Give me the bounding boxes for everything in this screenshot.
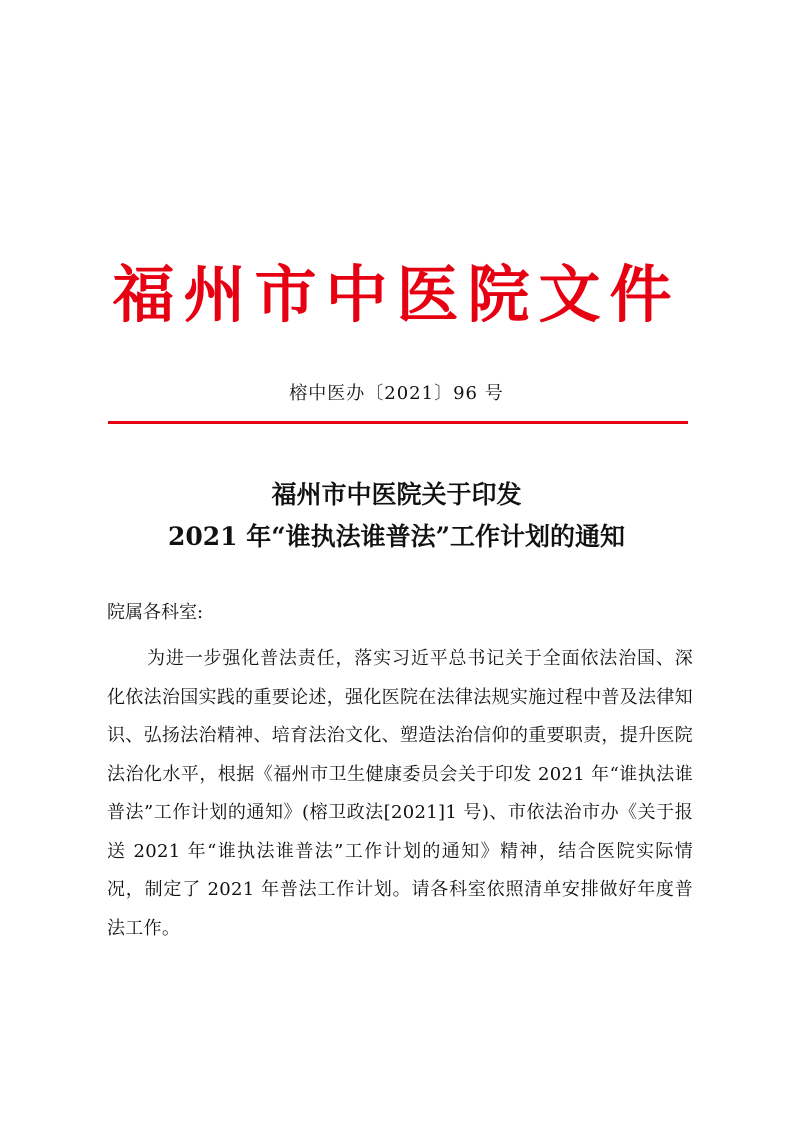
body-paragraph: 为进一步强化普法责任，落实习近平总书记关于全面依法治国、深化依法治国实践的重要论述，强化医院在法律法规实施过程中普及法律知识、弘扬法治精神、培育法治文化、塑造法治信仰的重要职责，提升医院法治化水平，根据《福州市卫生健康委员会关于印发 2021 年“谁执法谁普法”工作计划的通知》(榕卫政法[2021]1 号)、市依法治市办《关于报送 2021 年“谁执法谁普法”工作计划的通知》精神，结合医院实际情况，制定了 2021 年普法工作计划。请各科室依照清单安排做好年度普法工作。 (107, 648, 693, 939)
document-number: 榕中医办〔2021〕96 号 (289, 383, 504, 404)
red-divider-line (108, 421, 688, 424)
document-title (0, 474, 793, 558)
org-masthead: 福州市中医院文件 (112, 258, 681, 331)
title-line-1: 福州市中医院关于印发 (271, 480, 522, 509)
title-line-2: 2021 年“谁执法谁普法”工作计划的通知 (167, 522, 626, 551)
salutation: 院属各科室: (107, 602, 204, 623)
